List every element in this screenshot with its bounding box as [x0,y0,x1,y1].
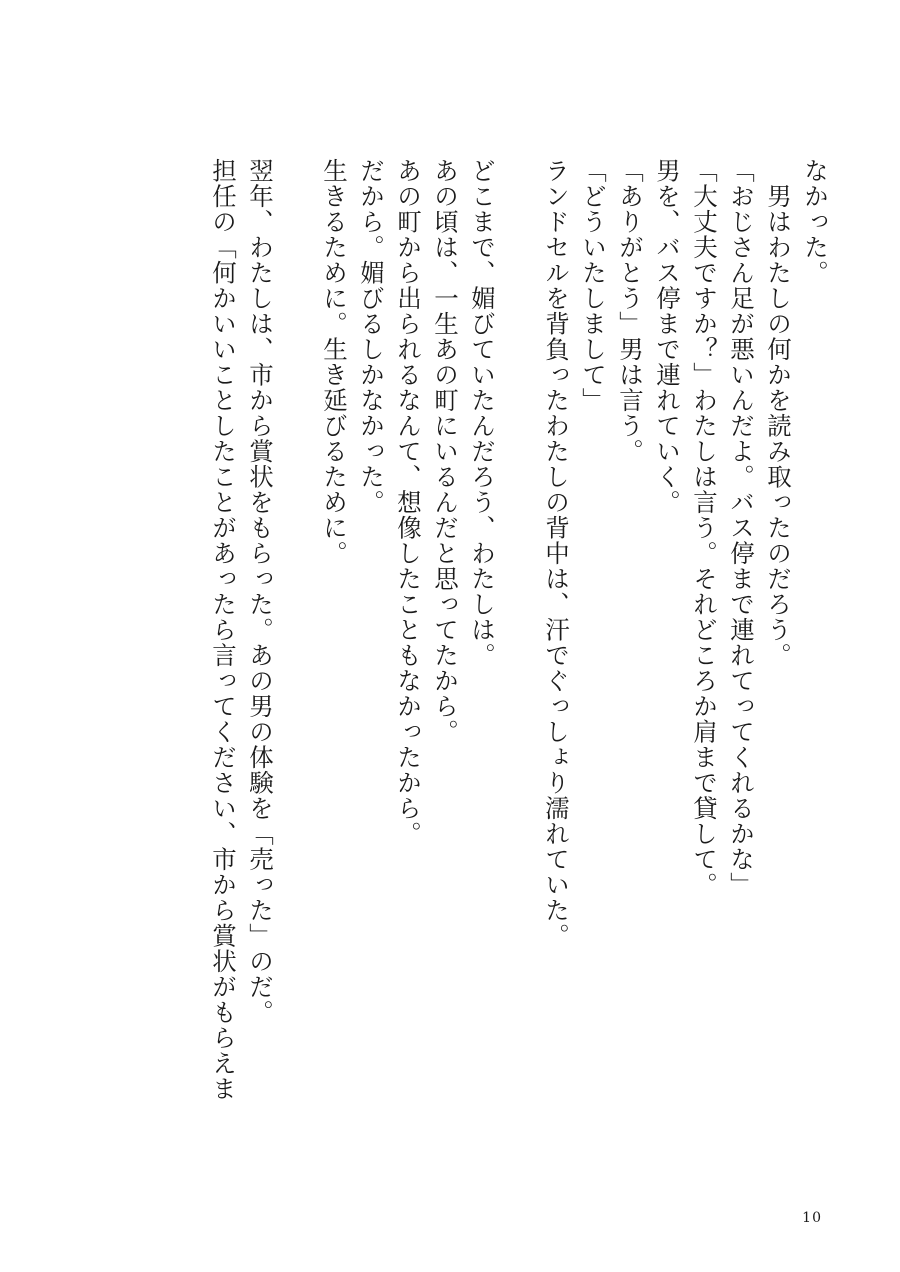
text-line: 担任の「何かいいことしたことがあったら言ってください、市から賞状がもらえま [209,158,238,1102]
text-line: 男はわたしの何かを読み取ったのだろう。 [764,158,793,668]
text-line: 「ありがとう」男は言う。 [616,158,645,464]
text-line: だから。媚びるしかなかった。 [357,158,386,515]
text-line: あの町から出られるなんて、想像したこともなかったから。 [394,158,423,847]
text-line: どこまで、媚びていたんだろう、わたしは。 [468,158,497,668]
text-line: 「おじさん足が悪いんだよ。バス停まで連れてってくれるかな」 [727,158,756,898]
text-line: 翌年、わたしは、市から賞状をもらった。あの男の体験を「売った」のだ。 [246,158,275,1025]
text-line: あの頃は、一生あの町にいるんだと思ってたから。 [431,158,460,745]
text-line: 男を、バス停まで連れていく。 [653,158,682,515]
section-break [501,158,538,1028]
vertical-text-body [205,158,834,1102]
section-break [279,158,316,1028]
text-line: ランドセルを背負ったわたしの背中は、汗でぐっしょり濡れていた。 [542,158,571,949]
text-line: 「大丈夫ですか？」わたしは言う。それどころか肩まで貸して。 [690,158,719,898]
page-number: 10 [802,1210,822,1226]
text-line: 「どういたしまして」 [579,158,608,413]
text-line: なかった。 [801,158,830,286]
text-line: 生きるために。生き延びるために。 [320,158,349,566]
